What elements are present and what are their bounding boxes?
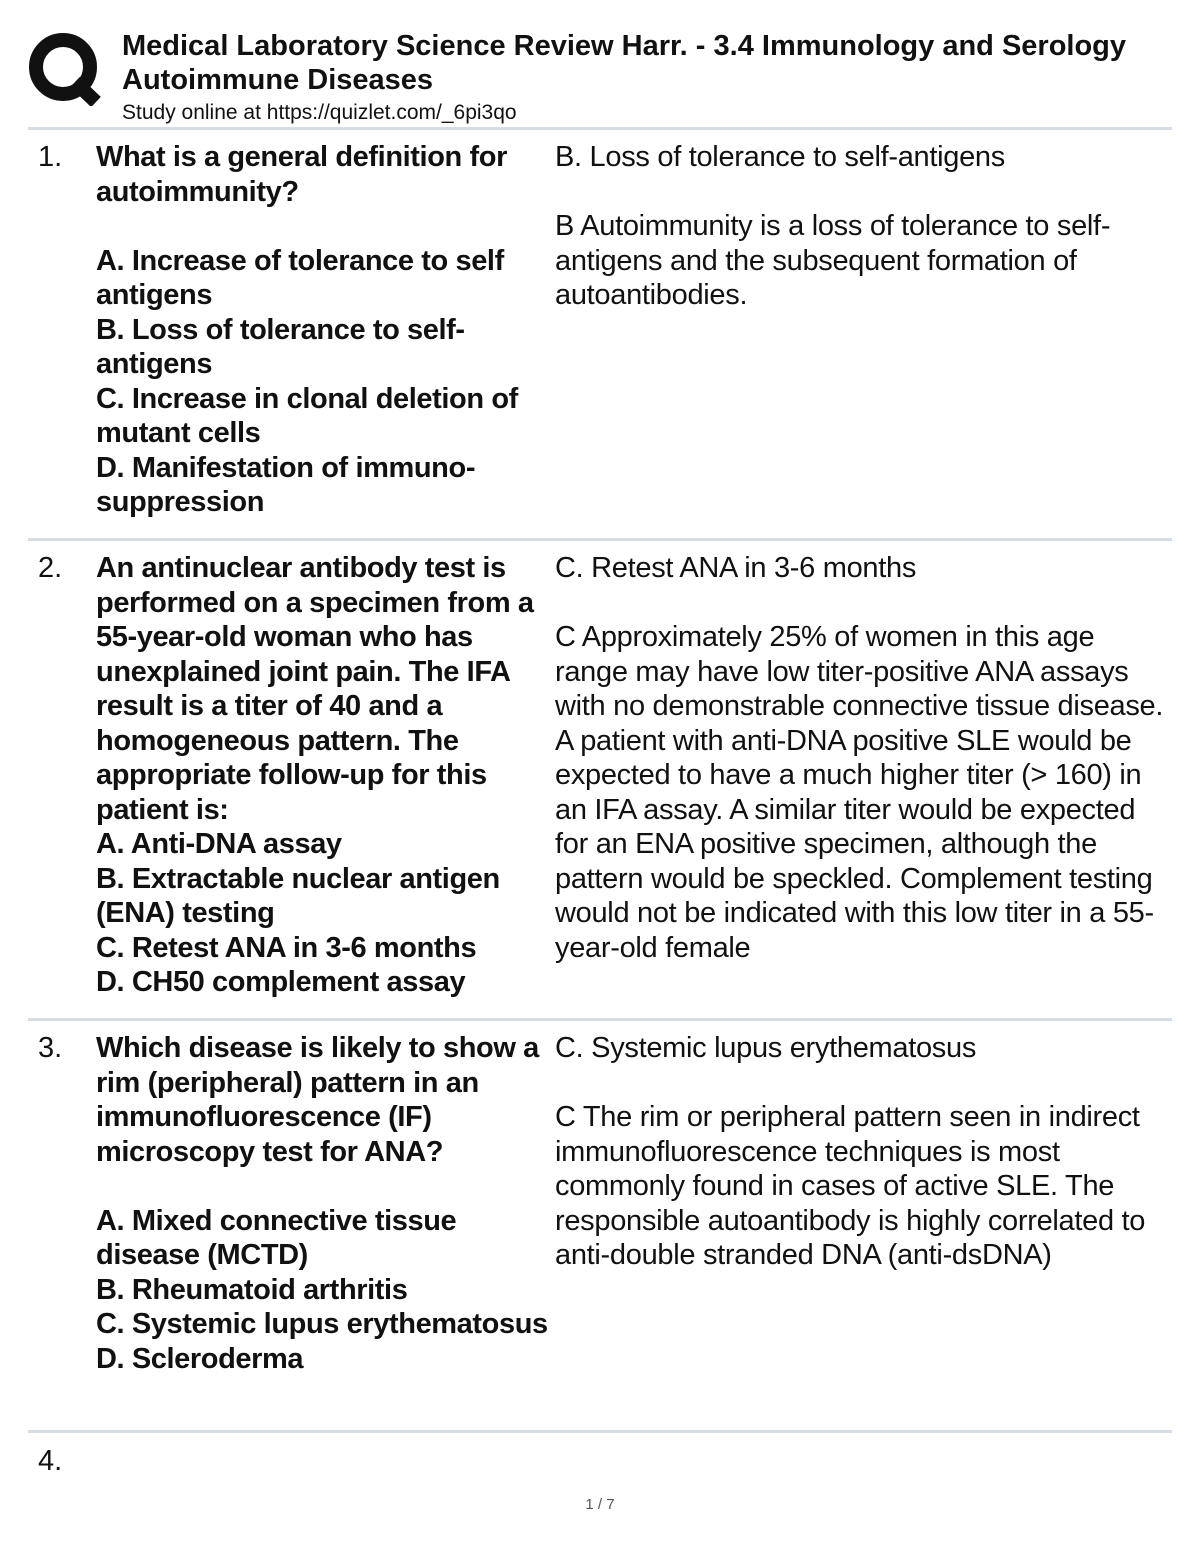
page-number: 1 / 7 [585,1496,615,1513]
card-answer: C. Retest ANA in 3-6 months [555,552,917,584]
document-subtitle: Autoimmune Diseases [122,64,434,96]
divider [28,1430,1172,1433]
card-question: What is a general definition for autoimmunity? A. Increase of tolerance to self antigens B. Loss of tolerance to self-antigens C. Increase in clonal deletion of mutant cells D. Manifestation of immuno-suppression [96,141,518,518]
document-title: Medical Laboratory Science Review Harr. - 3.4 Immunology and Serology [122,30,1127,62]
card-number: 2. [38,552,63,584]
divider [28,1018,1172,1021]
card-answer: C. Systemic lupus erythematosus [555,1032,977,1064]
divider [28,127,1172,130]
study-link[interactable]: Study online at https://quizlet.com/_6pi3qo [122,101,517,124]
card-question: Which disease is likely to show a rim (peripheral) pattern in an immunofluorescence (IF) microscopy test for ANA? A. Mixed connective tissue disease (MCTD) B. Rheumatoid arthritis C. Systemic lupus erythematosus D. Scleroderma [96,1032,548,1375]
card-question: An antinuclear antibody test is performed on a specimen from a 55-year-old woman who has unexplained joint pain. The IFA result is a titer of 40 and a homogeneous pattern. The appropriate follow-up for this patient is: A. Anti-DNA assay B. Extractable nuclear antigen (ENA) testing C. Retest ANA in 3-6 months D. CH50 complement assay [96,552,534,998]
card-number: 4. [38,1445,63,1477]
card-explanation: C The rim or peripheral pattern seen in indirect immunofluorescence techniques is most commonly found in cases of active SLE. The responsible autoantibody is highly correlated to anti-double stranded DNA (anti-dsDNA) [555,1101,1146,1271]
card-answer-block [555,140,1165,313]
card-answer: B. Loss of tolerance to self-antigens [555,141,1005,173]
card-answer-block [555,551,1165,965]
card-answer-block [555,1031,1165,1273]
card-explanation: C Approximately 25% of women in this age range may have low titer-positive ANA assays with no demonstrable connective tissue disease. A patient with anti-DNA positive SLE would be expected to have a much higher titer (> 160) in an IFA assay. A similar titer would be expected for an ENA positive specimen, although the pattern would be speckled. Complement testing would not be indicated with this low titer in a 55-year-old female [555,621,1164,964]
card-number: 3. [38,1032,63,1064]
card-number: 1. [38,141,63,173]
card-explanation: B Autoimmunity is a loss of tolerance to self-antigens and the subsequent formation of autoantibodies. [555,210,1111,311]
divider [28,538,1172,541]
quizlet-logo-icon [28,32,102,106]
